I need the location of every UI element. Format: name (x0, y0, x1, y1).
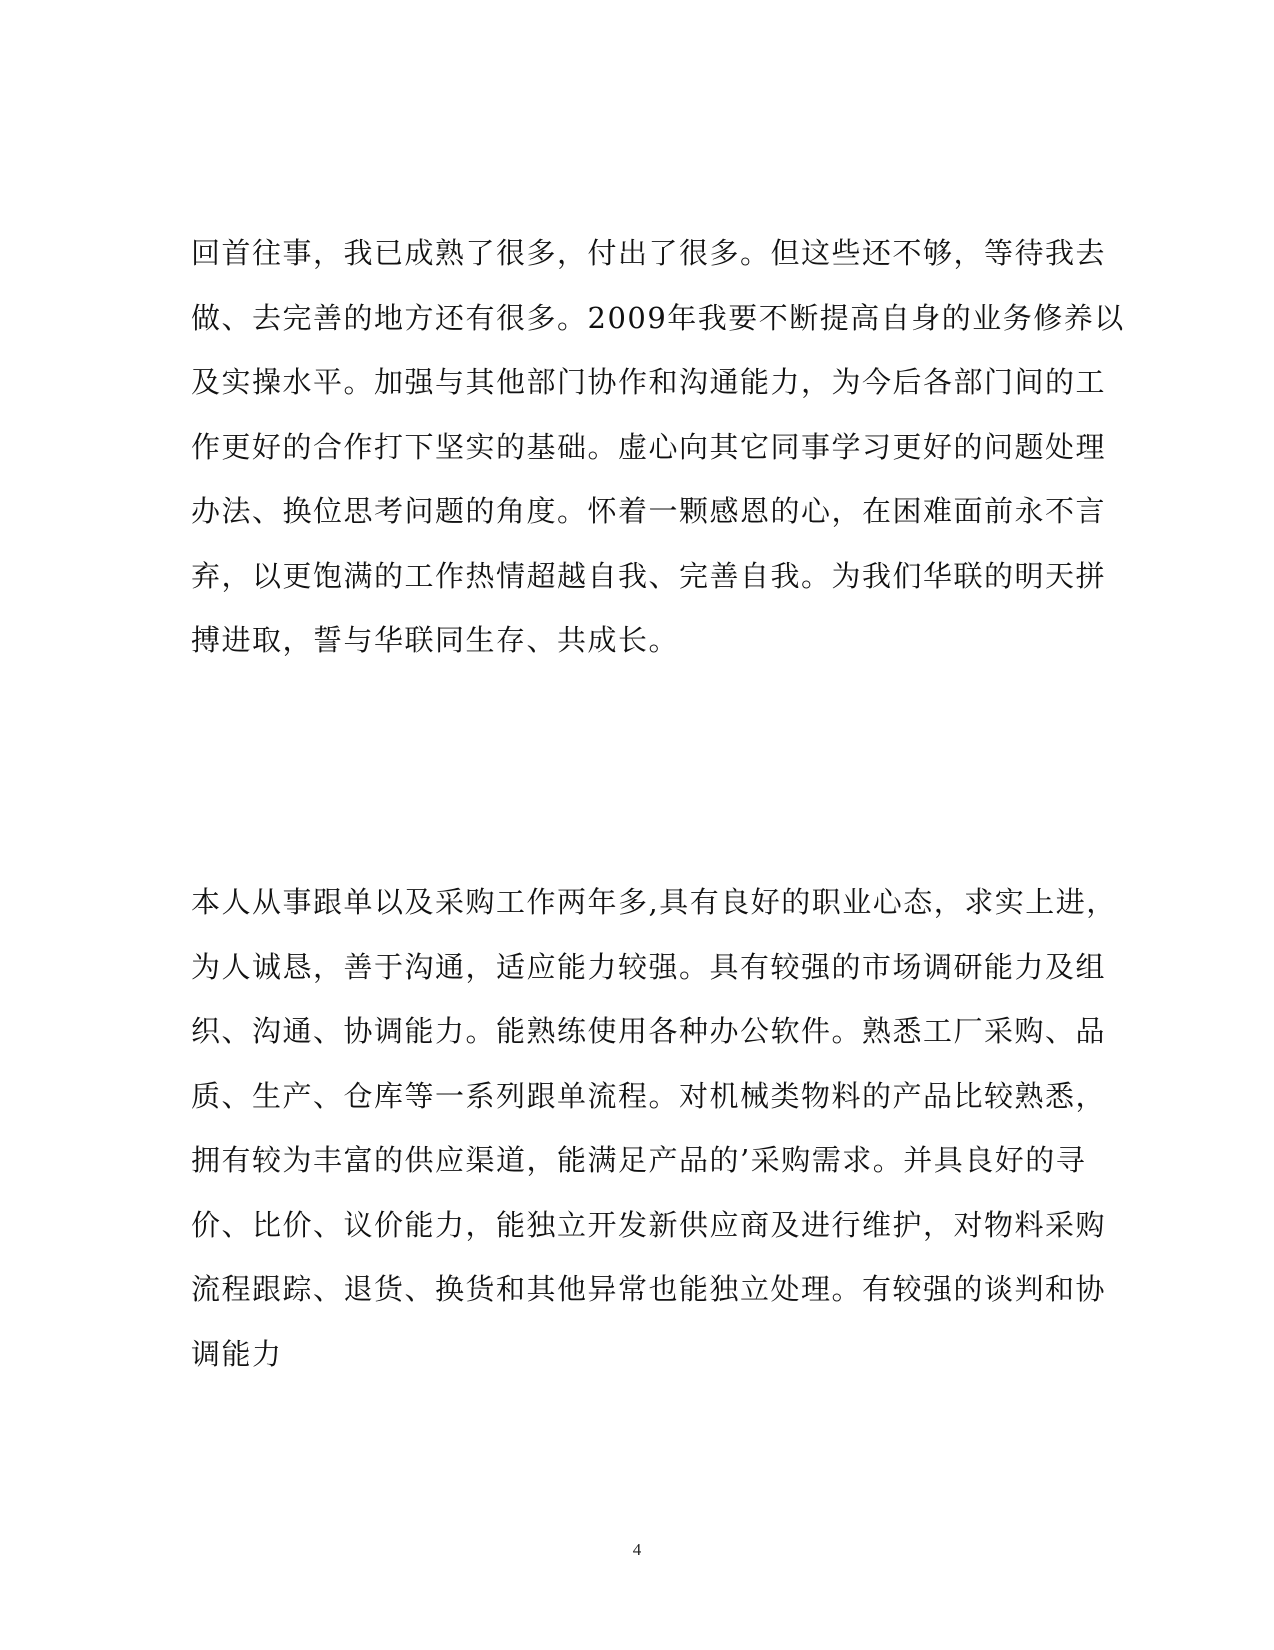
text-line: 办法、换位思考问题的角度。怀着一颗感恩的心，在困难面前永不言 (191, 494, 1107, 528)
text-line: 弃，以更饱满的工作热情超越自我、完善自我。为我们华联的明天拼 (191, 558, 1107, 593)
paragraph-reflection (191, 221, 1125, 673)
text-line: 调能力 (191, 1336, 283, 1371)
text-line: 质、生产、仓库等一系列跟单流程。对机械类物料的产品比较熟悉， (191, 1078, 1107, 1113)
text-line: 作更好的合作打下坚实的基础。虚心向其它同事学习更好的问题处理 (191, 429, 1107, 464)
page-number: 4 (632, 1540, 642, 1559)
text-line: 回首往事，我已成熟了很多，付出了很多。但这些还不够，等待我去 (191, 236, 1107, 270)
text-line: 搏进取，誓与华联同生存、共成长。 (191, 623, 680, 657)
text-line: 拥有较为丰富的供应渠道，能满足产品的’采购需求。并具良好的寻 (191, 1143, 1087, 1177)
text-line: 织、沟通、协调能力。能熟练使用各种办公软件。熟悉工厂采购、品 (191, 1014, 1107, 1048)
text-line: 本人从事跟单以及采购工作两年多,具有良好的职业心态，求实上进， (191, 885, 1117, 919)
text-line: 为人诚恳，善于沟通，适应能力较强。具有较强的市场调研能力及组 (191, 949, 1107, 984)
text-line: 价、比价、议价能力，能独立开发新供应商及进行维护，对物料采购 (191, 1207, 1107, 1242)
paragraph-self-assessment (191, 870, 1117, 1386)
text-line: 及实操水平。加强与其他部门协作和沟通能力，为今后各部门间的工 (191, 365, 1107, 399)
text-line: 做、去完善的地方还有很多。2009年我要不断提高自身的业务修养以 (191, 300, 1125, 335)
text-line: 流程跟踪、退货、换货和其他异常也能独立处理。有较强的谈判和协 (191, 1272, 1107, 1306)
